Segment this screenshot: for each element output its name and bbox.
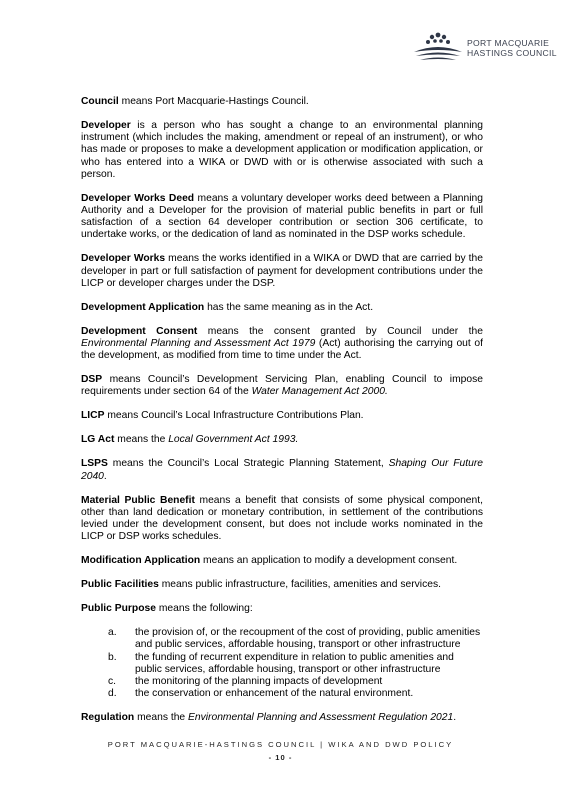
definition-development-consent: Development Consent means the consent granted by Council under the Environmental Planning and Assessment Act 1979 (Act) authorising the carrying out of the development, as modified from time to time under the Act. — [81, 325, 483, 362]
list-item — [81, 676, 483, 688]
list-item-text: the monitoring of the planning impacts of development — [135, 676, 383, 688]
definitions-body — [81, 96, 483, 736]
definition-developer-works: Developer Works means the works identified in a WIKA or DWD that are carried by the developer in part or full satisfaction of payment for development contributions under the LICP or developer charges under the DSP. — [81, 253, 483, 289]
list-item — [81, 627, 483, 651]
logo-line-2: HASTINGS COUNCIL — [467, 48, 557, 58]
list-item-text: the funding of recurrent expenditure in relation to public amenities and public services, affordable housing, transport or other infrastructure — [135, 651, 454, 675]
definition-regulation: Regulation means the Environmental Planning and Assessment Regulation 2021. — [81, 712, 457, 724]
council-logo-icon — [410, 30, 466, 66]
definition-council: Council means Port Macquarie-Hastings Council. — [81, 96, 309, 107]
definition-developer-works-deed: Developer Works Deed means a voluntary developer works deed between a Planning Authority and a Developer for the provision of material public benefits in part or full satisfaction of a section 64 developer contribution or section 306 certificate, to undertake works, or the dedication of land as nominated in the DSP works schedule. — [81, 192, 483, 241]
definition-public-purpose: Public Purpose means the following: — [81, 603, 253, 615]
public-purpose-list — [81, 627, 483, 700]
definition-dsp: DSP means Council’s Development Servicing Plan, enabling Council to impose requirements under section 64 of the Water Management Act 2000. — [81, 374, 483, 398]
definition-developer: Developer is a person who has sought a change to an environmental planning instrument (which includes the making, amendment or repeal of an instrument), or who has made or proposes to make a development application or modification application, or who has entered into a WIKA or DWD with or is otherwise associated with such a person. — [81, 120, 483, 180]
logo-line-1: PORT MACQUARIE — [467, 38, 550, 48]
definition-lsps: LSPS means the Council’s Local Strategic Planning Statement, Shaping Our Future 2040. — [81, 458, 483, 482]
list-item-text: the provision of, or the recoupment of the cost of providing, public amenities and public services, affordable housing, transport or other infrastructure — [135, 627, 481, 651]
definition-lg-act: LG Act means the Local Government Act 1993. — [81, 434, 299, 446]
list-item-text: the conservation or enhancement of the natural environment. — [135, 688, 414, 700]
list-item — [81, 652, 483, 676]
definition-modification-application: Modification Application means an application to modify a development consent. — [81, 555, 458, 567]
list-marker: a. — [108, 627, 117, 639]
definition-public-facilities: Public Facilities means public infrastructure, facilities, amenities and services. — [81, 579, 441, 591]
list-item — [81, 688, 483, 700]
page-number: - 10 - — [268, 753, 293, 762]
definition-material-public-benefit: Material Public Benefit means a benefit that consists of some physical component, other than land dedication or monetary contribution, in settlement of the contributions levied under the development consent, but does not include works nominated in the LICP or DSP works schedules. — [81, 494, 483, 543]
list-marker: c. — [108, 676, 117, 688]
definition-development-application: Development Application has the same meaning as in the Act. — [81, 301, 374, 313]
council-logo — [410, 30, 557, 66]
list-marker: b. — [108, 651, 117, 663]
page-footer: PORT MACQUARIE-HASTINGS COUNCIL | WIKA AND DWD POLICY — [107, 740, 454, 749]
definition-licp: LICP means Council’s Local Infrastructure Contributions Plan. — [81, 410, 364, 422]
list-marker: d. — [108, 688, 117, 700]
